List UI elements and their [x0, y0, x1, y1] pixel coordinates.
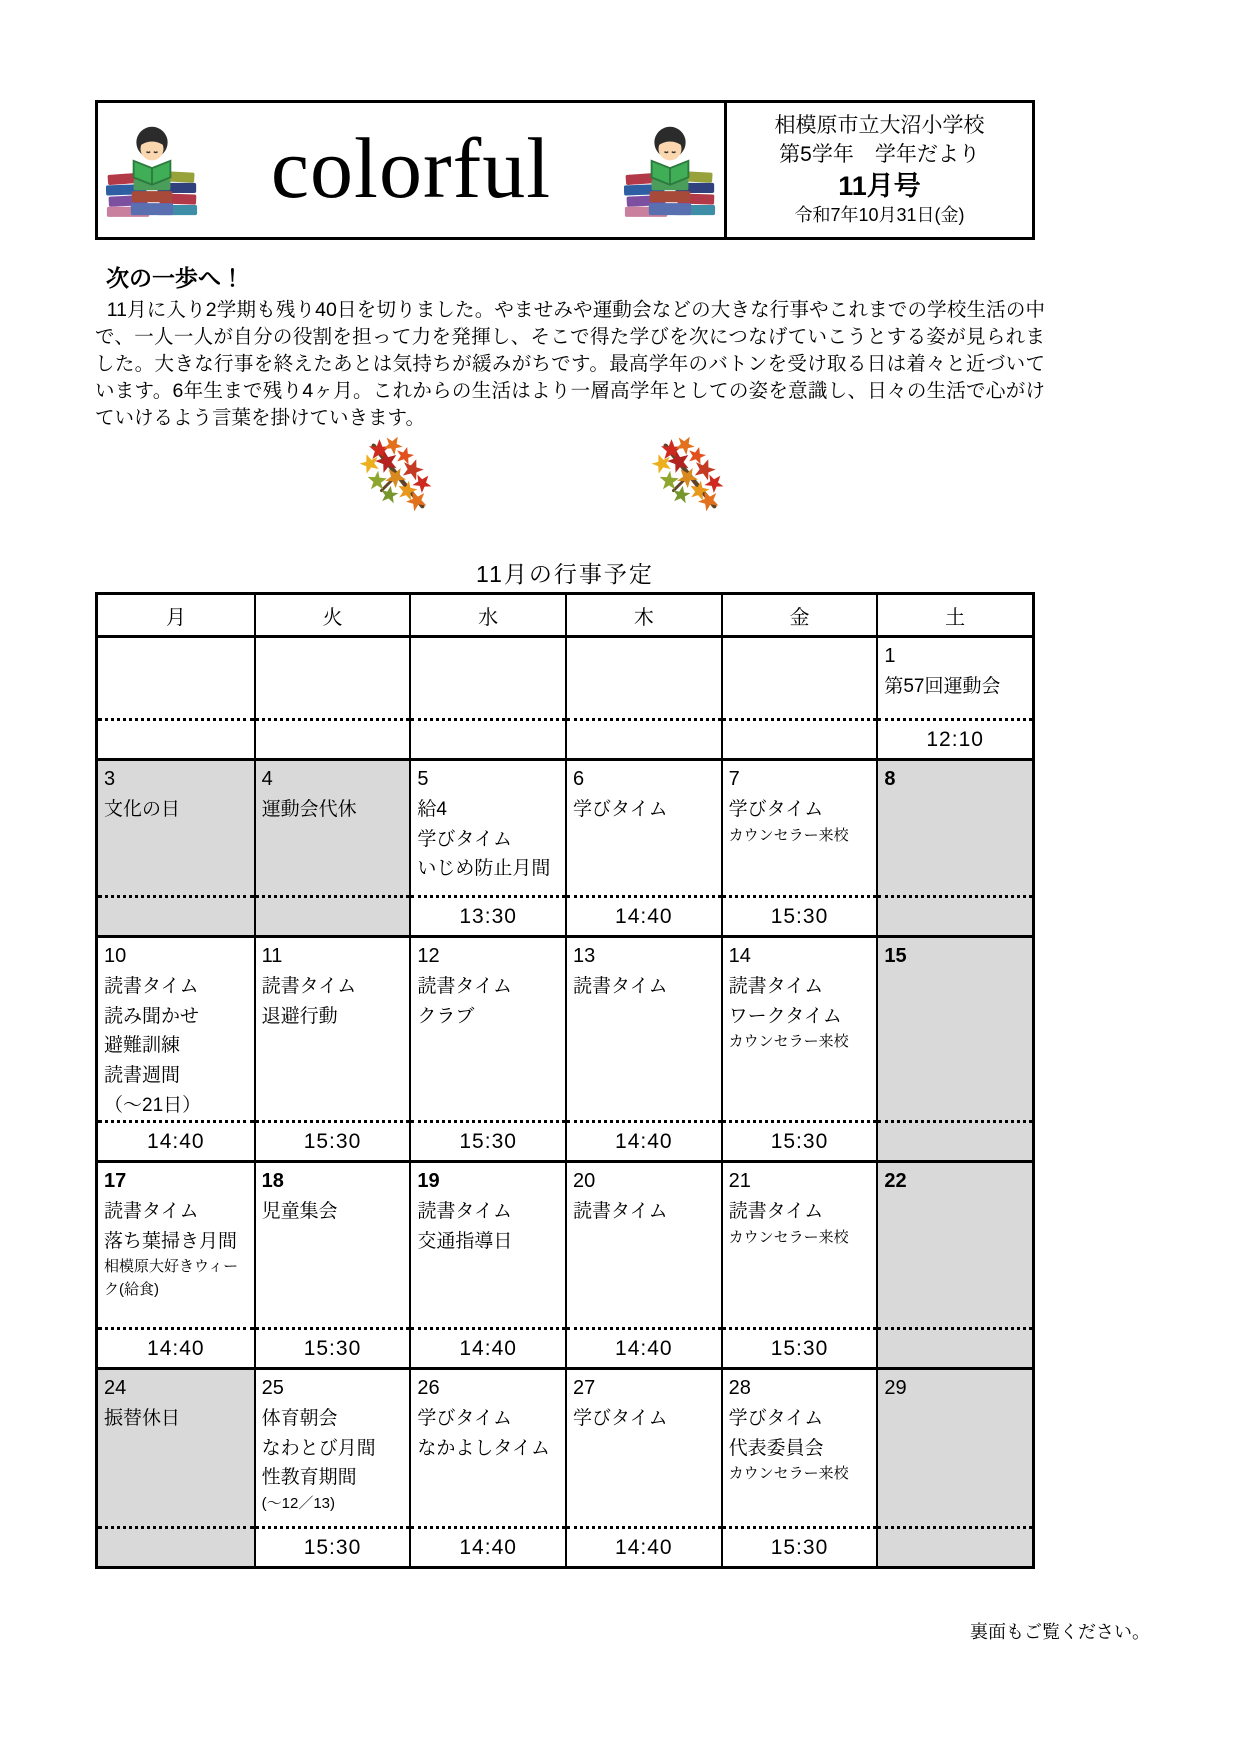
day-number: 7 — [728, 768, 740, 790]
day-cell-content — [723, 1163, 877, 1327]
calendar-day-cell — [721, 761, 877, 935]
event-time: 14:40 — [411, 1327, 565, 1367]
calendar-day-cell — [409, 638, 565, 758]
event-time: 12:10 — [878, 718, 1032, 758]
calendar-day-cell — [721, 1163, 877, 1367]
event-label: 読み聞かせ — [104, 1005, 200, 1027]
event-label: 読書タイム — [573, 976, 668, 998]
event-label: クラブ — [417, 1005, 475, 1027]
day-number: 28 — [728, 1377, 751, 1399]
event-time — [98, 718, 254, 758]
day-cell-content — [723, 1370, 877, 1526]
event-label: 落ち葉掃き月間 — [104, 1230, 238, 1252]
event-time: 15:30 — [723, 1120, 877, 1160]
day-number: 4 — [261, 768, 273, 790]
day-cell-content — [256, 938, 410, 1120]
calendar-day-cell — [565, 1370, 721, 1566]
weekday-header: 木 — [565, 595, 721, 635]
calendar-body — [98, 638, 1032, 1566]
day-cell-content — [256, 638, 410, 718]
reading-child-icon — [106, 118, 198, 222]
calendar-day-cell — [98, 761, 254, 935]
event-label: 相模原大好きウィーク(給食) — [104, 1258, 239, 1298]
calendar-day-cell — [565, 1163, 721, 1367]
day-cell-content — [723, 638, 877, 718]
calendar-day-cell — [254, 761, 410, 935]
calendar-weekday-row — [98, 595, 1032, 638]
day-cell-content — [723, 938, 877, 1120]
event-label: カウンセラー来校 — [728, 1465, 849, 1483]
event-label: 第57回運動会 — [884, 676, 1001, 698]
day-number: 17 — [104, 1170, 127, 1192]
event-label: 読書タイム — [104, 1201, 199, 1223]
calendar-day-cell — [98, 638, 254, 758]
event-label: (～12／13) — [261, 1495, 336, 1513]
event-label: 代表委員会 — [728, 1437, 824, 1459]
event-time — [567, 718, 721, 758]
event-label: 避難訓練 — [104, 1035, 181, 1057]
autumn-leaves-icon — [360, 436, 438, 514]
event-label: 読書タイム — [261, 976, 357, 998]
event-time: 14:40 — [98, 1120, 254, 1160]
calendar-day-cell — [254, 1370, 410, 1566]
event-label: 学びタイム — [417, 1408, 512, 1430]
day-cell-content — [878, 1370, 1032, 1526]
day-cell-content — [256, 1370, 410, 1526]
event-label: 読書タイム — [417, 976, 512, 998]
event-label: 学びタイム — [728, 1408, 824, 1430]
day-number: 1 — [884, 645, 896, 667]
grade-line: 第5学年 学年だより — [779, 142, 980, 166]
event-time — [256, 718, 410, 758]
event-time: 15:30 — [256, 1120, 410, 1160]
event-label: カウンセラー来校 — [728, 1033, 849, 1051]
event-time: 14:40 — [567, 1120, 721, 1160]
day-number: 5 — [417, 768, 429, 790]
day-cell-content — [567, 761, 721, 895]
weekday-header: 水 — [409, 595, 565, 635]
day-number: 20 — [573, 1170, 596, 1192]
calendar-day-cell — [254, 938, 410, 1160]
calendar-day-cell — [876, 638, 1032, 758]
event-time — [723, 718, 877, 758]
event-label: 運動会代休 — [261, 799, 357, 821]
newsletter-title: colorful — [270, 120, 552, 216]
day-number: 29 — [884, 1377, 907, 1399]
day-number: 15 — [884, 945, 907, 967]
calendar-day-cell — [876, 938, 1032, 1160]
day-number: 26 — [417, 1377, 440, 1399]
weekday-header: 土 — [876, 595, 1032, 635]
event-label: 読書タイム — [417, 1201, 512, 1223]
event-label: 交通指導日 — [417, 1230, 513, 1252]
day-number: 8 — [884, 768, 896, 790]
day-cell-content — [567, 1370, 721, 1526]
day-cell-content — [256, 761, 410, 895]
issue-label: 11月号 — [838, 171, 921, 202]
day-cell-content — [98, 938, 254, 1120]
day-cell-content — [567, 938, 721, 1120]
calendar-day-cell — [876, 1163, 1032, 1367]
day-cell-content — [98, 1370, 254, 1526]
autumn-leaves-icon — [652, 436, 730, 514]
event-time: 14:40 — [98, 1327, 254, 1367]
day-cell-content — [411, 1163, 565, 1327]
day-cell-content — [98, 1163, 254, 1327]
day-cell-content — [411, 638, 565, 718]
day-number: 21 — [728, 1170, 751, 1192]
day-number: 24 — [104, 1377, 127, 1399]
event-label: 性教育期間 — [261, 1467, 357, 1489]
calendar-day-cell — [254, 1163, 410, 1367]
event-time — [256, 895, 410, 935]
calendar-day-cell — [98, 938, 254, 1160]
event-label: 学びタイム — [573, 799, 668, 821]
calendar-day-cell — [721, 1370, 877, 1566]
weekday-header: 金 — [721, 595, 877, 635]
event-time — [878, 1526, 1032, 1566]
event-label: いじめ防止月間 — [417, 858, 551, 880]
article-heading: 次の一歩へ！ — [106, 265, 244, 291]
day-number: 12 — [417, 945, 440, 967]
issue-info-box — [724, 103, 1032, 237]
calendar-day-cell — [409, 1370, 565, 1566]
event-time: 14:40 — [567, 895, 721, 935]
day-number: 18 — [261, 1170, 284, 1192]
event-time: 15:30 — [723, 1526, 877, 1566]
calendar-title: 11月の行事予定 — [476, 561, 654, 587]
calendar-day-cell — [98, 1163, 254, 1367]
issue-date: 令和7年10月31日(金) — [794, 205, 965, 226]
event-time: 13:30 — [411, 895, 565, 935]
event-time: 15:30 — [723, 1327, 877, 1367]
day-cell-content — [567, 638, 721, 718]
day-cell-content — [411, 761, 565, 895]
calendar-week-row — [98, 1370, 1032, 1566]
calendar-day-cell — [721, 638, 877, 758]
event-label: 学びタイム — [573, 1408, 668, 1430]
day-number: 25 — [261, 1377, 284, 1399]
weekday-header: 月 — [165, 606, 186, 629]
day-number: 10 — [104, 945, 127, 967]
day-number: 13 — [573, 945, 596, 967]
event-label: 振替休日 — [104, 1408, 181, 1430]
event-time: 14:40 — [567, 1526, 721, 1566]
event-label: （～21日） — [104, 1094, 202, 1116]
calendar-day-cell — [721, 938, 877, 1160]
event-label: 文化の日 — [104, 799, 181, 821]
day-number: 22 — [884, 1170, 907, 1192]
event-time: 15:30 — [256, 1327, 410, 1367]
event-label: 読書タイム — [728, 976, 824, 998]
calendar-day-cell — [409, 1163, 565, 1367]
event-label: なわとび月間 — [261, 1437, 376, 1459]
day-cell-content — [878, 1163, 1032, 1327]
day-number: 3 — [104, 768, 116, 790]
day-cell-content — [98, 638, 254, 718]
event-time: 15:30 — [256, 1526, 410, 1566]
article-body: 11月に入り2学期も残り40日を切りました。やませみや運動会などの大きな行事やこれまでの学校生活の中で、一人一人が自分の役割を担って力を発揮し、そこで得た学びを次につなげていこうとする姿が見られました。大きな行事を終えたあとは気持ちが緩みがちです。最高学年のバトンを受け取る日は着々と近づいています。6年生まで残り4ヶ月。これからの生活はより一層高学年としての姿を意識し、日々の生活で心がけていけるよう言葉を掛けていきます。 — [95, 299, 1045, 429]
event-label: なかよしタイム — [417, 1437, 550, 1459]
calendar-week-row — [98, 1163, 1032, 1370]
calendar-day-cell — [565, 761, 721, 935]
event-label: 読書タイム — [573, 1201, 668, 1223]
event-label: 児童集会 — [261, 1201, 338, 1223]
event-label: 給4 — [417, 799, 447, 821]
day-cell-content — [723, 761, 877, 895]
event-label: 学びタイム — [728, 799, 824, 821]
event-label: カウンセラー来校 — [728, 826, 849, 844]
event-time — [878, 1327, 1032, 1367]
day-cell-content — [411, 1370, 565, 1526]
reading-child-icon — [624, 118, 716, 222]
calendar-day-cell — [254, 638, 410, 758]
event-calendar — [95, 592, 1035, 1569]
day-cell-content — [411, 938, 565, 1120]
calendar-day-cell — [876, 1370, 1032, 1566]
calendar-day-cell — [876, 761, 1032, 935]
day-cell-content — [878, 938, 1032, 1120]
header-banner — [95, 100, 1035, 240]
day-cell-content — [567, 1163, 721, 1327]
event-label: 学びタイム — [417, 828, 512, 850]
weekday-header: 火 — [254, 595, 410, 635]
calendar-week-row — [98, 938, 1032, 1163]
day-number: 19 — [417, 1170, 440, 1192]
calendar-day-cell — [565, 638, 721, 758]
day-number: 6 — [573, 768, 585, 790]
event-time — [411, 718, 565, 758]
event-label: 読書タイム — [728, 1201, 824, 1223]
event-time: 15:30 — [723, 895, 877, 935]
event-label: 読書週間 — [104, 1065, 181, 1087]
event-label: カウンセラー来校 — [728, 1228, 849, 1246]
day-number: 27 — [573, 1377, 596, 1399]
calendar-week-row — [98, 638, 1032, 761]
header-title-area — [98, 103, 724, 237]
day-cell-content — [878, 761, 1032, 895]
calendar-day-cell — [565, 938, 721, 1160]
calendar-day-cell — [98, 1370, 254, 1566]
event-label: 体育朝会 — [261, 1408, 338, 1430]
event-time: 14:40 — [567, 1327, 721, 1367]
calendar-week-row — [98, 761, 1032, 938]
calendar-day-cell — [409, 938, 565, 1160]
footer-note: 裏面もご覧ください。 — [970, 1622, 1150, 1642]
event-label: 読書タイム — [104, 976, 199, 998]
calendar-day-cell — [409, 761, 565, 935]
day-cell-content — [878, 638, 1032, 718]
event-time — [878, 1120, 1032, 1160]
event-time — [98, 895, 254, 935]
event-time: 14:40 — [411, 1526, 565, 1566]
event-time: 15:30 — [411, 1120, 565, 1160]
day-number: 11 — [261, 945, 283, 967]
event-label: 退避行動 — [261, 1005, 338, 1027]
event-label: ワークタイム — [728, 1005, 842, 1027]
day-number: 14 — [728, 945, 751, 967]
day-cell-content — [256, 1163, 410, 1327]
event-time — [98, 1526, 254, 1566]
school-name: 相模原市立大沼小学校 — [774, 114, 985, 138]
day-cell-content — [98, 761, 254, 895]
event-time — [878, 895, 1032, 935]
